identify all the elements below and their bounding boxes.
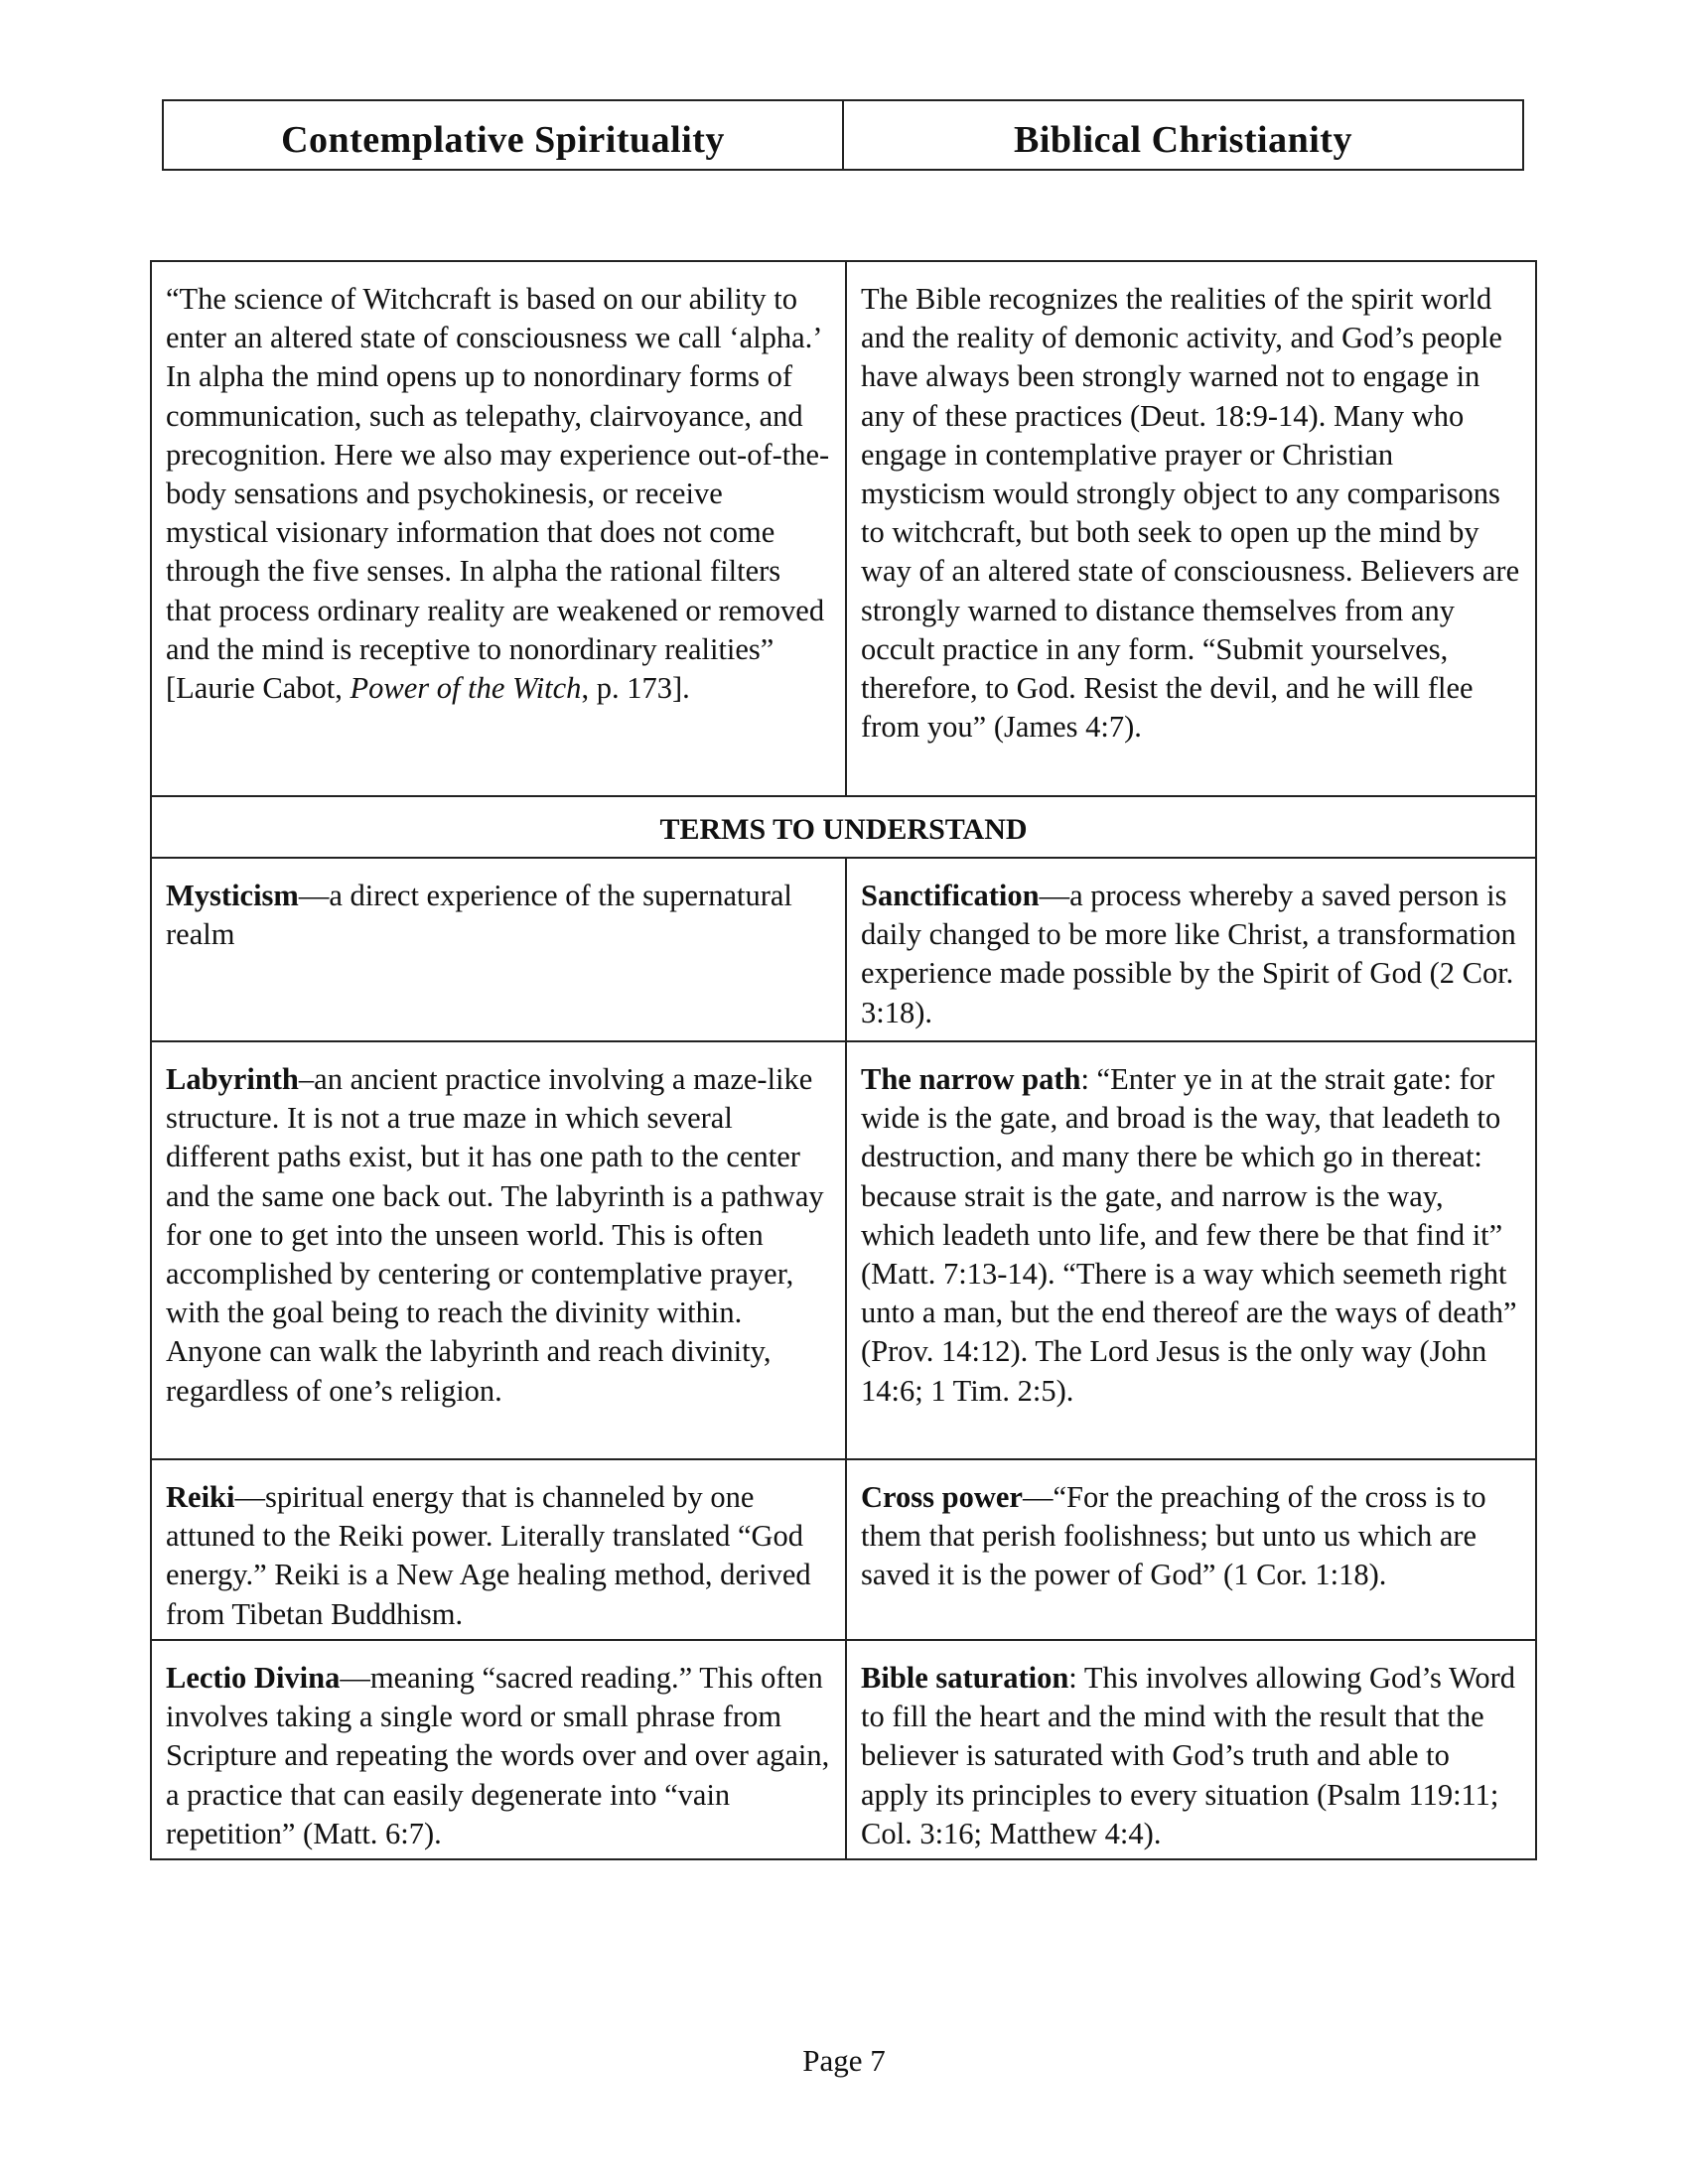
- term-row: [152, 1040, 1535, 1458]
- term-definition: —spiritual energy that is channeled by one attuned to the Reiki power. Literally translated “God energy.” Reiki is a New Age healing method, derived from Tibetan Buddhism.: [166, 1480, 811, 1631]
- term-definition: : This involves allowing God’s Word to fill the heart and the mind with the result that the believer is saturated with God’s truth and able to apply its principles to every situation (Psalm 119:11; Col. 3:16; Matthew 4:4).: [861, 1661, 1515, 1850]
- header-biblical-christianity: Biblical Christianity: [842, 101, 1522, 169]
- term-cell-right: [845, 859, 1535, 1040]
- quote-row: [152, 262, 1535, 795]
- term-cell-left: [152, 1460, 845, 1639]
- term-cell-left: [152, 1042, 845, 1458]
- term-lectio-divina: Lectio Divina: [166, 1661, 341, 1695]
- term-mysticism: Mysticism: [166, 879, 299, 912]
- term-row: [152, 1639, 1535, 1858]
- term-definition: : “Enter ye in at the strait gate: for wide is the gate, and broad is the way, that leadeth to destruction, and many there be which go in thereat: because strait is the gate, and narrow is the way, which leadeth unto life, and few there be that find it” (Matt. 7:13-14). “There is a way which seemeth right unto a man, but the end thereof are the ways of death” (Prov. 14:12). The Lord Jesus is the only way (John 14:6; 1 Tim. 2:5).: [861, 1062, 1517, 1408]
- witchcraft-quote-cell: [152, 262, 845, 795]
- citation-page: , p. 173].: [581, 671, 690, 706]
- term-reiki: Reiki: [166, 1480, 235, 1514]
- term-cell-left: [152, 1641, 845, 1858]
- term-definition: —a direct experience of the supernatural realm: [166, 879, 792, 952]
- term-cell-left: [152, 859, 845, 1040]
- term-definition: –an ancient practice involving a maze-like structure. It is not a true maze in which several different paths exist, but it has one path to the center and the same one back out. The labyrinth is a pathway for one to get into the unseen world. This is often accomplished by centering or contemplative prayer, with the goal being to reach the divinity within. Anyone can walk the labyrinth and reach divinity, regardless of one’s religion.: [166, 1062, 824, 1408]
- page-number: Page 7: [802, 2043, 886, 2078]
- term-cell-right: [845, 1460, 1535, 1639]
- term-cross-power: Cross power: [861, 1480, 1023, 1514]
- term-labyrinth: Labyrinth: [166, 1062, 299, 1096]
- bible-response-text: The Bible recognizes the realities of the spirit world and the reality of demonic activity, and God’s people have always been strongly warned not to engage in any of these practices (Deut. 18:9-14). Many who engage in contemplative prayer or Christian mysticism would strongly object to any comparisons to witchcraft, but both seek to open up the mind by way of an altered state of consciousness. Believers are strongly warned to distance themselves from any occult practice in any form. “Submit yourselves, therefore, to God. Resist the devil, and he will flee from you” (James 4:7).: [861, 282, 1520, 745]
- term-cell-right: [845, 1042, 1535, 1458]
- bible-response-cell: [845, 262, 1535, 795]
- header-contemplative-spirituality: Contemplative Spirituality: [281, 119, 725, 161]
- comparison-table: [150, 260, 1537, 1860]
- term-row: [152, 1458, 1535, 1639]
- term-cell-right: [845, 1641, 1535, 1858]
- term-narrow-path: The narrow path: [861, 1062, 1081, 1096]
- term-row: [152, 857, 1535, 1040]
- term-sanctification: Sanctification: [861, 879, 1040, 912]
- term-definition: —meaning “sacred reading.” This often involves taking a single word or small phrase from Scripture and repeating the words over and over again, a practice that can easily degenerate into “vain repetition” (Matt. 6:7).: [166, 1661, 830, 1850]
- terms-section-heading: TERMS TO UNDERSTAND: [152, 795, 1535, 857]
- term-bible-saturation: Bible saturation: [861, 1661, 1069, 1695]
- term-definition: —a process whereby a saved person is daily changed to be more like Christ, a transformation experience made possible by the Spirit of God (2 Cor. 3:18).: [861, 879, 1516, 1029]
- witchcraft-quote-text: “The science of Witchcraft is based on our ability to enter an altered state of consciousness we call ‘alpha.’ In alpha the mind opens up to nonordinary forms of communication, such as telepathy, clairvoyance, and precognition. Here we also may experience out-of-the-body sensations and psychokinesis, or receive mystical visionary information that does not come through the five senses. In alpha the rational filters that process ordinary reality are weakened or removed and the mind is receptive to nonordinary realities” [Laurie Cabot,: [166, 282, 830, 706]
- term-definition: —“For the preaching of the cross is to them that perish foolishness; but unto us which are saved it is the power of God” (1 Cor. 1:18).: [861, 1480, 1486, 1592]
- column-header-table: [162, 99, 1524, 171]
- book-title: Power of the Witch: [350, 671, 582, 706]
